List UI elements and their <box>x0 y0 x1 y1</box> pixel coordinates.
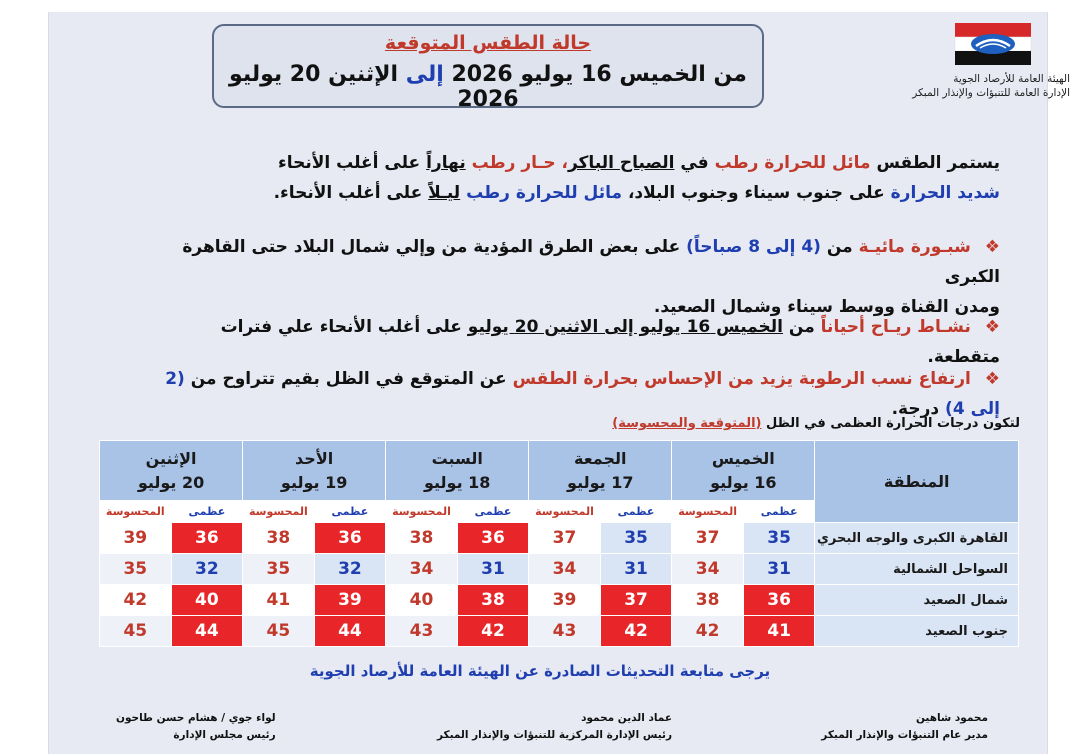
max-temp-cell: 44 <box>171 616 243 647</box>
feel-subheader: المحسوسة <box>529 501 601 523</box>
feels-like-cell: 37 <box>672 523 744 554</box>
day-header: الخميس 16 يوليو <box>672 441 815 501</box>
feels-like-cell: 45 <box>243 616 315 647</box>
max-temp-cell: 38 <box>457 585 529 616</box>
bullet-humidity: ❖ ارتفاع نسب الرطوبة يزيد من الإحساس بحرارة الطقس عن المتوقع في الظل بقيم تتراوح من (2 إلى 4) درجة. <box>165 369 1000 419</box>
feels-like-cell: 42 <box>100 585 172 616</box>
region-cell: شمال الصعيد <box>815 585 1019 616</box>
day-header: الإثنين 20 يوليو <box>100 441 243 501</box>
table-row <box>100 554 1019 585</box>
organization-name: الهيئة العامة للأرصاد الجوية الإدارة العامة للتنبؤات والإنذار المبكر <box>912 73 1070 99</box>
bulletin-title: حالة الطقس المتوقعة <box>384 32 592 54</box>
bullet-diamond-icon: ❖ <box>984 317 1000 337</box>
feels-like-cell: 42 <box>672 616 744 647</box>
bullet-diamond-icon: ❖ <box>984 369 1000 389</box>
feels-like-cell: 43 <box>386 616 458 647</box>
date-range: من الخميس 16 يوليو 2026 إلى الإثنين 20 يوليو 2026 <box>229 62 747 112</box>
feels-like-cell: 34 <box>672 554 744 585</box>
max-temp-cell: 36 <box>743 585 815 616</box>
region-column-header: المنطقة <box>815 441 1019 523</box>
table-row <box>100 585 1019 616</box>
max-temp-cell: 32 <box>314 554 386 585</box>
footer-note: يرجى متابعة التحديثات الصادرة عن الهيئة العامة للأرصاد الجوية <box>309 662 771 680</box>
feel-subheader: المحسوسة <box>100 501 172 523</box>
intro-line-1: يستمر الطقس مائل للحرارة رطب في الصباح الباكر، حـار رطب نهاراً على أغلب الأنحاء <box>278 153 1000 173</box>
region-cell: جنوب الصعيد <box>815 616 1019 647</box>
max-temp-cell: 44 <box>314 616 386 647</box>
day-header: الأحد 19 يوليو <box>243 441 386 501</box>
max-temp-cell: 32 <box>171 554 243 585</box>
max-temp-cell: 36 <box>457 523 529 554</box>
max-temp-cell: 35 <box>600 523 672 554</box>
max-subheader: عظمى <box>743 501 815 523</box>
max-temp-cell: 39 <box>314 585 386 616</box>
feels-like-cell: 34 <box>386 554 458 585</box>
max-subheader: عظمى <box>457 501 529 523</box>
feels-like-cell: 40 <box>386 585 458 616</box>
intro-line-2: شديد الحرارة على جنوب سيناء وجنوب البلاد، مائل للحرارة رطب ليـلاً على أغلب الأنحاء. <box>273 183 1000 203</box>
feels-like-cell: 39 <box>529 585 601 616</box>
feels-like-cell: 35 <box>243 554 315 585</box>
table-row <box>100 523 1019 554</box>
feels-like-cell: 39 <box>100 523 172 554</box>
feels-like-cell: 45 <box>100 616 172 647</box>
max-temp-cell: 40 <box>171 585 243 616</box>
table-row <box>100 616 1019 647</box>
feels-like-cell: 35 <box>100 554 172 585</box>
max-temp-cell: 36 <box>314 523 386 554</box>
day-header: السبت 18 يوليو <box>386 441 529 501</box>
bullet-diamond-icon: ❖ <box>984 237 1000 257</box>
max-subheader: عظمى <box>600 501 672 523</box>
signature-block-director: محمود شاهين مدير عام التنبؤات والإنذار المبكر <box>821 712 988 741</box>
max-temp-cell: 36 <box>171 523 243 554</box>
bullet-wind: ❖ نشـاط ريـاح أحياناً من الخميس 16 يوليو إلى الاثنين 20 يوليو على أغلب الأنحاء علي فترات متقطعة. <box>220 317 1000 367</box>
feel-subheader: المحسوسة <box>672 501 744 523</box>
max-temp-cell: 42 <box>600 616 672 647</box>
region-cell: القاهرة الكبرى والوجه البحري <box>815 523 1019 554</box>
max-temp-cell: 41 <box>743 616 815 647</box>
temperature-table-body <box>100 523 1019 647</box>
max-temp-cell: 35 <box>743 523 815 554</box>
day-header: الجمعة 17 يوليو <box>529 441 672 501</box>
intro-paragraph <box>160 148 1000 208</box>
meteorological-authority-logo <box>954 22 1032 68</box>
max-subheader: عظمى <box>171 501 243 523</box>
feels-like-cell: 43 <box>529 616 601 647</box>
max-subheader: عظمى <box>314 501 386 523</box>
max-temp-cell: 31 <box>743 554 815 585</box>
feels-like-cell: 34 <box>529 554 601 585</box>
max-temp-cell: 37 <box>600 585 672 616</box>
feels-like-cell: 37 <box>529 523 601 554</box>
table-caption: لتكون درجات الحرارة العظمى في الظل (المتوقعة والمحسوسة) <box>612 416 1020 431</box>
bullet-fog: ❖ شبـورة مائيـة من (4 إلى 8 صباحاً) على بعض الطرق المؤدية من وإلي شمال البلاد حتى القاهرة الكبرى ومدن القناة ووسط سيناء وشمال الصعيد. <box>182 237 1000 317</box>
region-cell: السواحل الشمالية <box>815 554 1019 585</box>
feels-like-cell: 38 <box>672 585 744 616</box>
feels-like-cell: 38 <box>386 523 458 554</box>
feel-subheader: المحسوسة <box>386 501 458 523</box>
feels-like-cell: 41 <box>243 585 315 616</box>
feels-like-cell: 38 <box>243 523 315 554</box>
signature-block-central-head: عماد الدين محمود رئيس الإدارة المركزية للتنبؤات والإنذار المبكر <box>436 712 672 741</box>
max-temp-cell: 31 <box>600 554 672 585</box>
max-temp-cell: 42 <box>457 616 529 647</box>
title-box <box>212 24 764 112</box>
temperature-table <box>99 440 1019 647</box>
feel-subheader: المحسوسة <box>243 501 315 523</box>
signature-block-chairman: لواء جوي / هشام حسن طاحون رئيس مجلس الإدارة <box>116 712 276 741</box>
max-temp-cell: 31 <box>457 554 529 585</box>
